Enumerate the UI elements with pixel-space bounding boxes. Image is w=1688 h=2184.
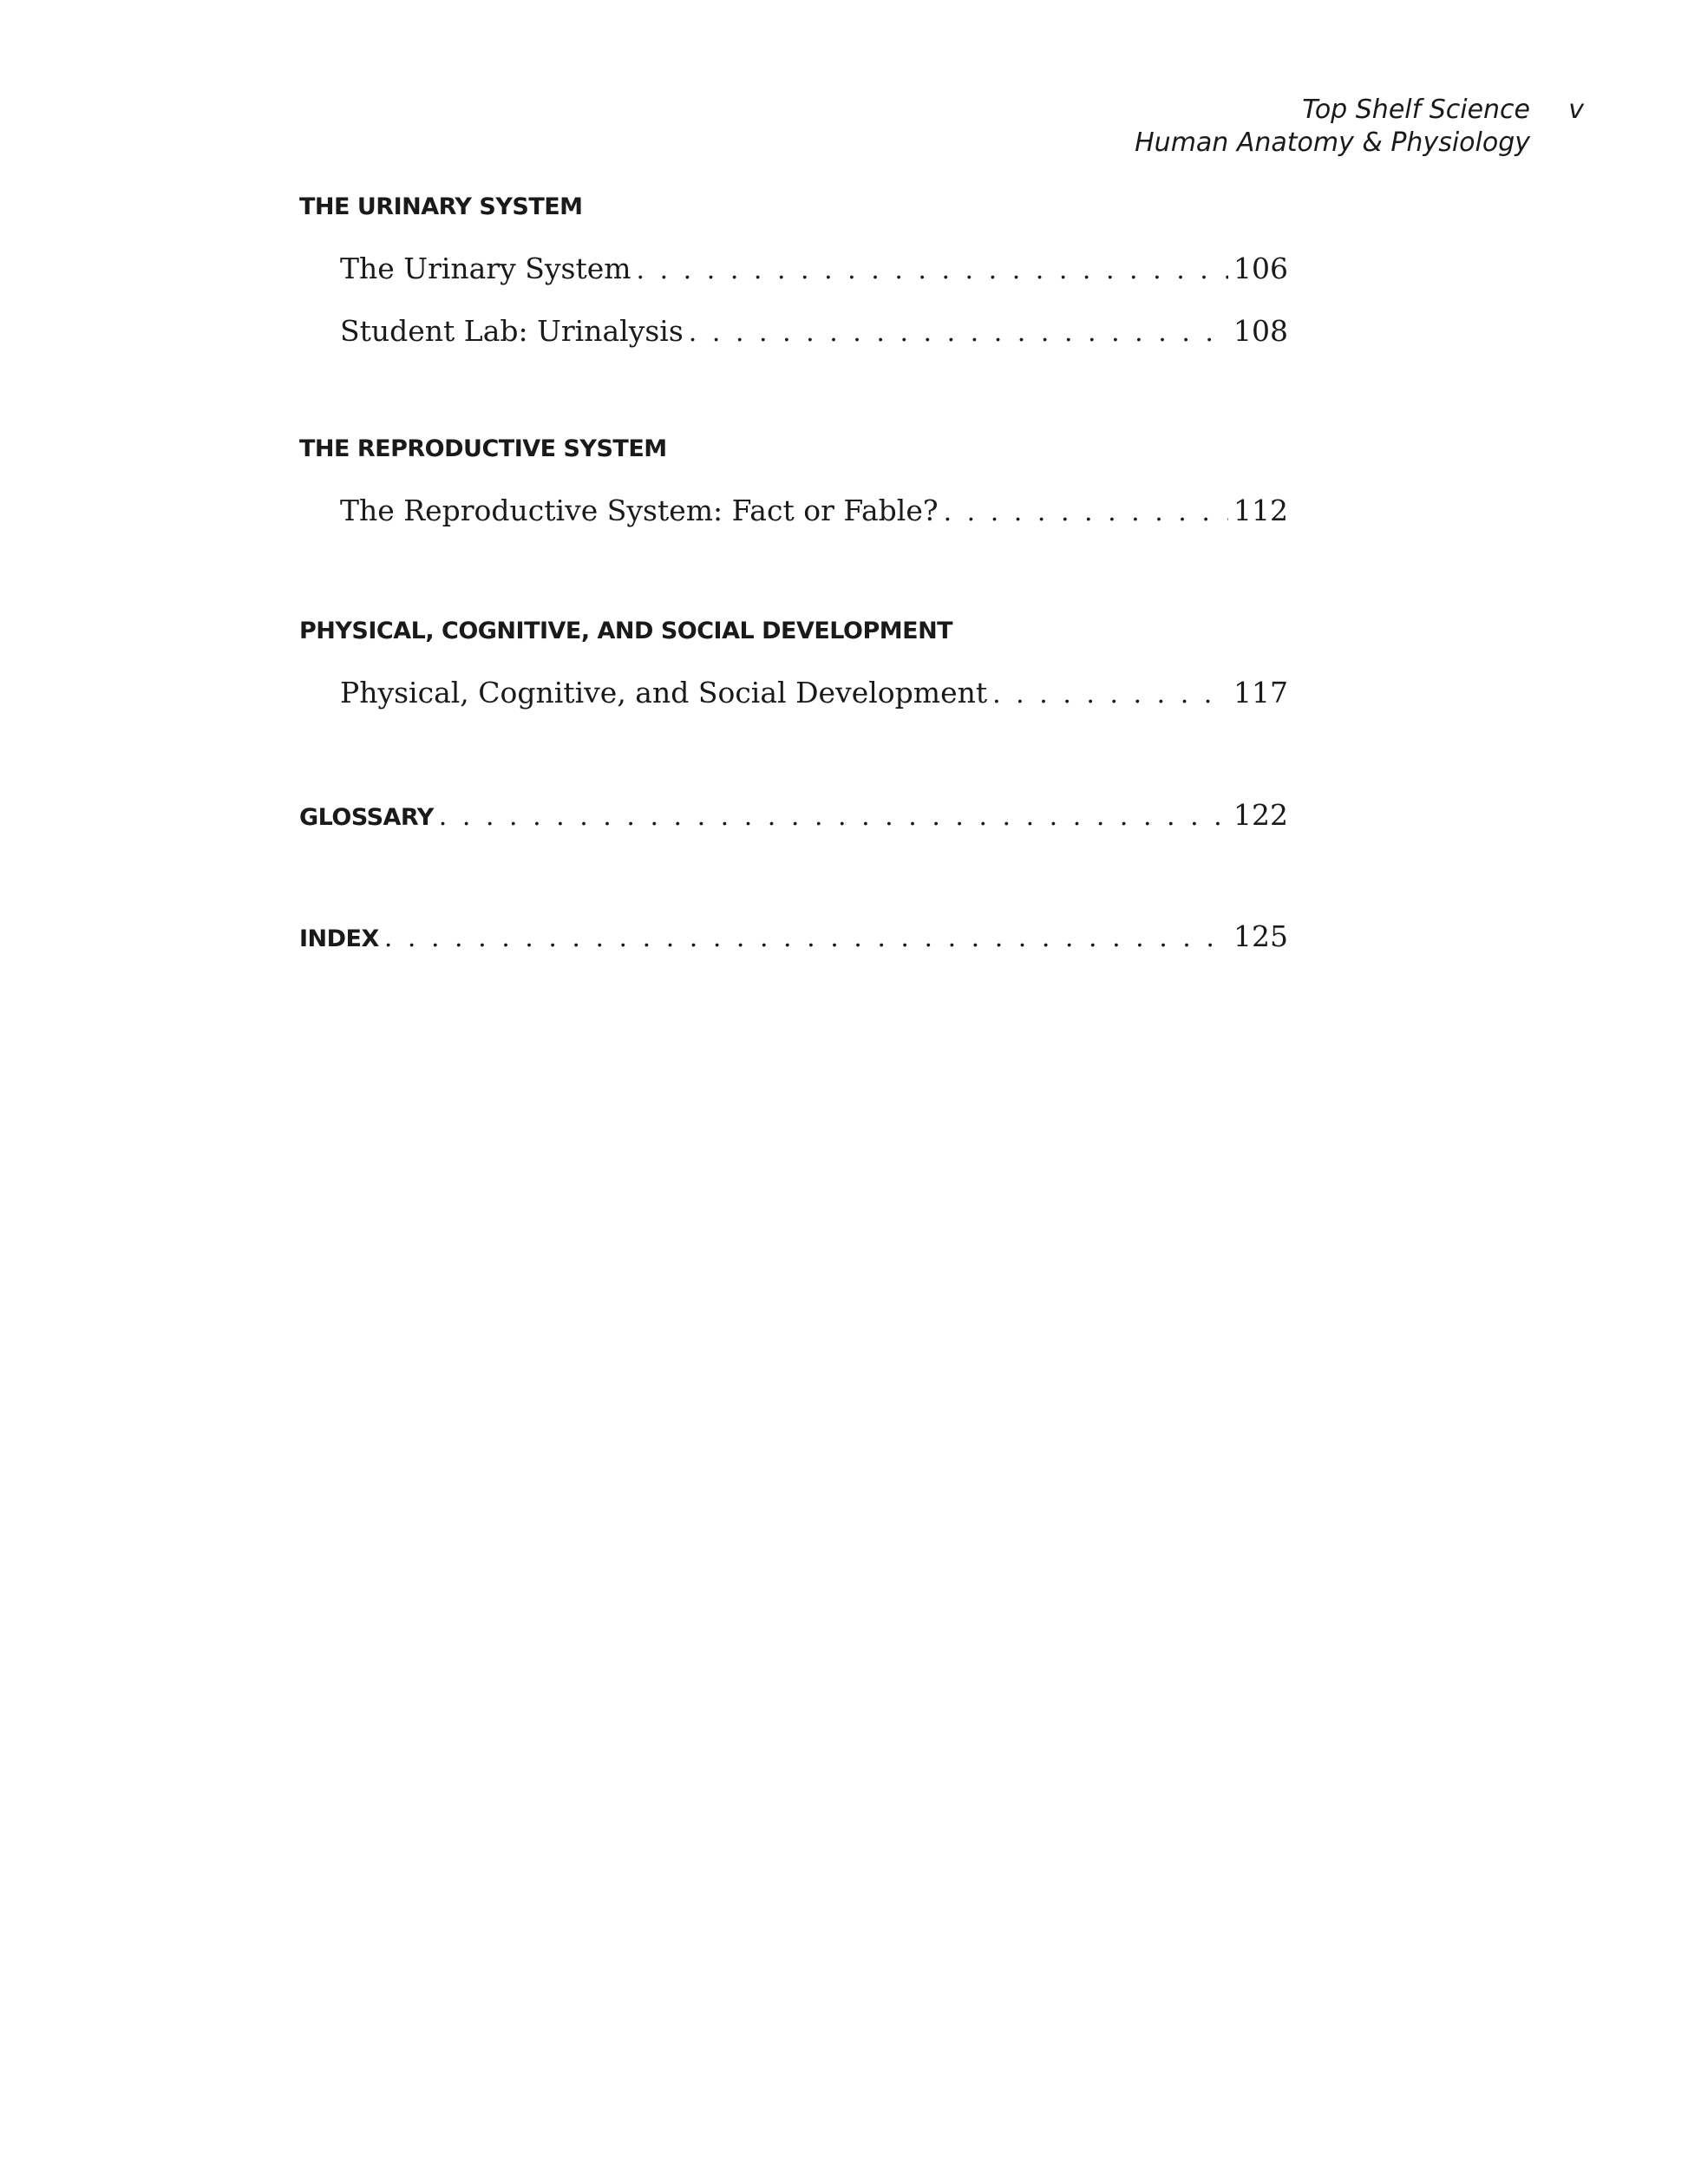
dot-leader [992, 664, 1228, 725]
running-head-book-title: Human Anatomy & Physiology [1135, 128, 1530, 158]
section-title: THE REPRODUCTIVE SYSTEM [299, 435, 667, 462]
toc-entry-page: 108 [1233, 314, 1288, 348]
toc-section-reproductive [299, 435, 1288, 543]
toc-entry[interactable] [299, 301, 1288, 363]
toc-entry-label: The Reproductive System: Fact or Fable? [340, 494, 939, 527]
toc-section-urinary [299, 193, 1288, 363]
toc-entry-label: GLOSSARY [299, 804, 434, 831]
section-title: THE URINARY SYSTEM [299, 193, 583, 220]
toc-section-development [299, 617, 1288, 725]
dot-leader [689, 303, 1228, 363]
toc-entry-label: Student Lab: Urinalysis [340, 314, 684, 348]
toc-entry-label: INDEX [299, 925, 379, 952]
toc-entry-index[interactable] [299, 906, 1288, 970]
dot-leader [944, 482, 1228, 543]
toc-entry[interactable] [299, 785, 1288, 848]
toc-entry[interactable] [299, 481, 1288, 543]
section-title: PHYSICAL, COGNITIVE, AND SOCIAL DEVELOPMENT [299, 618, 953, 644]
toc-entry-page: 125 [1233, 919, 1288, 953]
toc-entry-page: 112 [1233, 494, 1288, 527]
toc-entry[interactable] [299, 239, 1288, 301]
toc-entry-glossary[interactable] [299, 785, 1288, 848]
toc-entry-label: Physical, Cognitive, and Social Development [340, 676, 988, 709]
toc-entry-label: The Urinary System [340, 252, 631, 285]
running-head-series: Top Shelf Science [1302, 95, 1530, 125]
toc-entry-page: 117 [1233, 676, 1288, 709]
toc-entry[interactable] [299, 906, 1288, 970]
toc-entry-page: 106 [1233, 252, 1288, 285]
dot-leader [384, 908, 1228, 969]
dot-leader [637, 240, 1228, 301]
dot-leader [439, 787, 1228, 847]
toc-entry[interactable] [299, 663, 1288, 725]
page-number: v [1568, 95, 1584, 125]
toc-entry-page: 122 [1233, 798, 1288, 832]
